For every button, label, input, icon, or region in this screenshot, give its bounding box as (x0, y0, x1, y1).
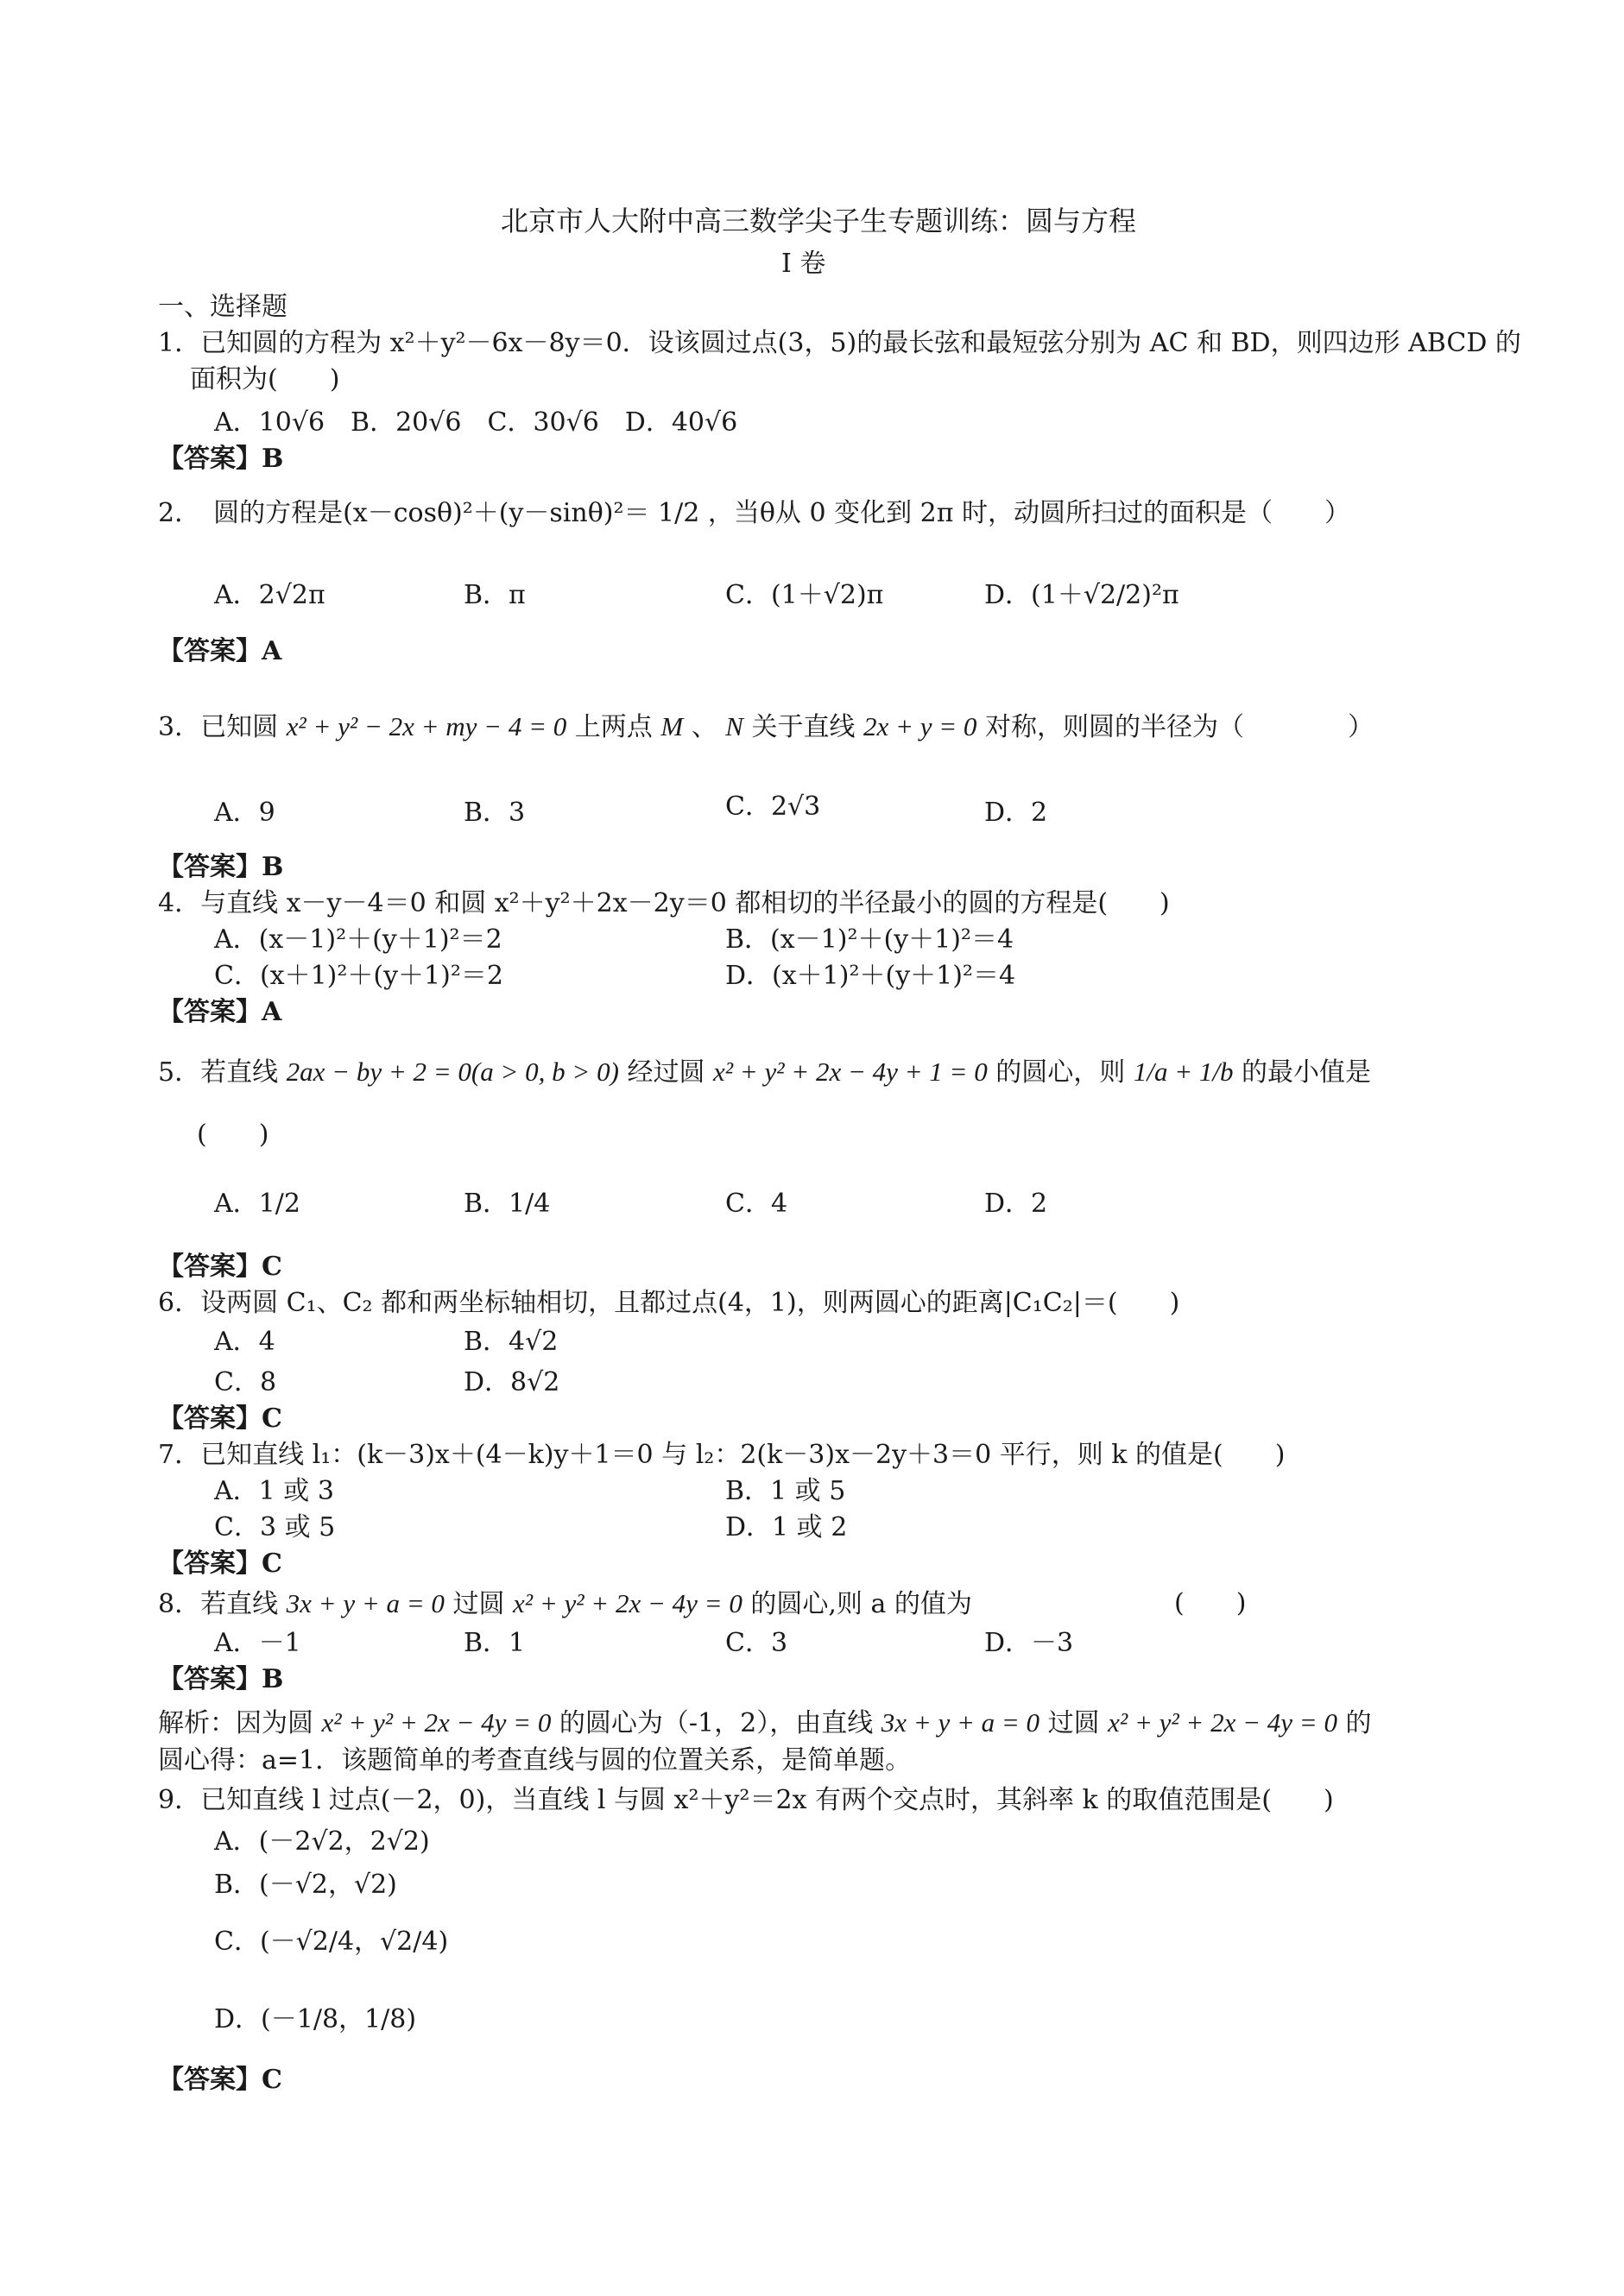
q3-stem-b: 上两点 (574, 712, 653, 742)
q5-math-line: 2ax − by + 2 = 0(a > 0, b > 0) (286, 1057, 619, 1087)
q6-option-c: C．8 (214, 1367, 277, 1397)
q3-option-d: D．2 (984, 798, 1048, 828)
q3-option-c: C．2√3 (725, 792, 821, 822)
q8-stem-b: 过圆 (452, 1589, 505, 1619)
q6-stem: 6．设两圆 C₁、C₂ 都和两坐标轴相切，且都过点(4，1)，则两圆心的距离|C₁C₂|＝( ) (158, 1288, 1180, 1318)
q1-stem-line1: 1．已知圆的方程为 x²＋y²－6x－8y＝0．设该圆过点(3，5)的最长弦和最短弦分别为 AC 和 BD，则四边形 ABCD 的 (158, 328, 1521, 358)
q7-option-c: C．3 或 5 (214, 1512, 336, 1542)
q3-math-m: M (660, 711, 684, 741)
q2-answer: 【答案】A (158, 636, 282, 666)
q8-expl-math-a: x² + y² + 2x − 4y = 0 (321, 1707, 552, 1738)
q8-expl-c: 过圆 (1047, 1708, 1100, 1738)
q5-stem-a: 5．若直线 (158, 1057, 279, 1088)
q8-expl-a: 解析：因为圆 (158, 1708, 313, 1738)
q5-stem-c: 的圆心，则 (995, 1057, 1126, 1088)
q7-stem: 7．已知直线 l₁：(k－3)x＋(4－k)y＋1＝0 与 l₂：2(k－3)x－2y＋3＝0 平行，则 k 的值是( ) (158, 1440, 1286, 1470)
q2-option-a: A．2√2π (214, 580, 325, 610)
q9-option-a: A．(－2√2，2√2) (214, 1826, 430, 1857)
q8-expl-b: 的圆心为（-1，2），由直线 (559, 1708, 874, 1738)
q5-stem (158, 1055, 1371, 1090)
q4-option-a: A．(x－1)²＋(y＋1)²＝2 (214, 924, 502, 955)
q4-option-c: C．(x＋1)²＋(y＋1)²＝2 (214, 961, 503, 991)
q8-expl-d: 的 (1345, 1708, 1372, 1738)
q8-answer: 【答案】B (158, 1664, 284, 1694)
q4-stem: 4．与直线 x－y－4＝0 和圆 x²＋y²＋2x－2y＝0 都相切的半径最小的圆的方程是( ) (158, 888, 1170, 918)
q8-expl-math-b: 3x + y + a = 0 (881, 1707, 1040, 1738)
q8-stem-c: 的圆心,则 a 的值为 (750, 1589, 972, 1619)
q5-math-circle: x² + y² + 2x − 4y + 1 = 0 (713, 1057, 988, 1087)
q3-stem-d: 关于直线 (751, 712, 856, 742)
q5-option-a: A．1/2 (214, 1189, 300, 1219)
q5-math-expr: 1/a + 1/b (1133, 1057, 1234, 1087)
volume-label: Ⅰ 卷 (781, 249, 826, 279)
q4-option-d: D．(x＋1)²＋(y＋1)²＝4 (725, 961, 1016, 991)
q2-stem: 2． 圆的方程是(x－cosθ)²＋(y－sinθ)²＝ 1/2 ，当θ从 0 变化到 2π 时，动圆所扫过的面积是（ ） (158, 498, 1350, 528)
q5-paren: ( ) (197, 1120, 269, 1150)
q3-stem (158, 710, 1374, 745)
q7-option-d: D．1 或 2 (725, 1512, 848, 1542)
q2-option-c: C．(1＋√2)π (725, 580, 884, 610)
q8-option-d: D．－3 (984, 1628, 1074, 1658)
q1-options: A．10√6 B．20√6 C．30√6 D．40√6 (214, 407, 738, 438)
q9-answer: 【答案】C (158, 2065, 282, 2095)
q1-answer: 【答案】B (158, 444, 284, 474)
q7-option-b: B．1 或 5 (725, 1476, 846, 1506)
q3-option-b: B．3 (464, 798, 526, 828)
q7-answer: 【答案】C (158, 1549, 282, 1579)
q5-stem-d: 的最小值是 (1242, 1057, 1372, 1088)
q5-answer: 【答案】C (158, 1252, 282, 1282)
q6-option-b: B．4√2 (464, 1327, 559, 1357)
q8-option-c: C．3 (725, 1628, 788, 1658)
q3-math-circle: x² + y² − 2x + my − 4 = 0 (286, 711, 567, 741)
q4-option-b: B．(x－1)²＋(y＋1)²＝4 (725, 924, 1014, 955)
q6-answer: 【答案】C (158, 1403, 282, 1434)
q8-explanation-line2: 圆心得：a=1．该题简单的考查直线与圆的位置关系，是简单题。 (158, 1745, 912, 1776)
q3-math-n: N (725, 711, 743, 741)
q5-stem-b: 经过圆 (627, 1057, 705, 1088)
q8-math-line: 3x + y + a = 0 (286, 1588, 445, 1618)
q1-stem-line2: 面积为( ) (190, 364, 340, 394)
document-title: 北京市人大附中高三数学尖子生专题训练：圆与方程 (501, 205, 1137, 237)
q5-option-d: D．2 (984, 1189, 1048, 1219)
q9-option-b: B．(－√2，√2) (214, 1870, 397, 1900)
q5-option-c: C．4 (725, 1189, 788, 1219)
q7-option-a: A．1 或 3 (214, 1476, 334, 1506)
section-heading: 一、选择题 (158, 292, 288, 322)
q2-option-d: D．(1＋√2/2)²π (984, 580, 1179, 610)
q3-stem-a: 3．已知圆 (158, 712, 279, 742)
q8-math-circle: x² + y² + 2x − 4y = 0 (513, 1588, 742, 1618)
q8-option-a: A．－1 (214, 1628, 301, 1658)
q3-math-line: 2x + y = 0 (863, 711, 977, 741)
q9-option-c: C．(－√2/4，√2/4) (214, 1927, 449, 1957)
q3-answer: 【答案】B (158, 852, 284, 882)
q6-option-a: A．4 (214, 1327, 275, 1357)
q8-option-b: B．1 (464, 1628, 526, 1658)
q6-option-d: D．8√2 (464, 1367, 560, 1397)
q3-option-a: A．9 (214, 798, 275, 828)
q3-stem-c: 、 (691, 712, 717, 742)
q9-stem: 9．已知直线 l 过点(－2，0)，当直线 l 与圆 x²＋y²＝2x 有两个交点时，其斜率 k 的取值范围是( ) (158, 1785, 1334, 1815)
q9-option-d: D．(－1/8，1/8) (214, 2004, 417, 2034)
q2-option-b: B．π (464, 580, 526, 610)
q4-answer: 【答案】A (158, 997, 282, 1027)
q8-expl-math-c: x² + y² + 2x − 4y = 0 (1108, 1707, 1337, 1738)
q8-explanation-line1 (158, 1706, 1372, 1741)
q5-option-b: B．1/4 (464, 1189, 551, 1219)
q8-paren: ( ) (1174, 1588, 1247, 1618)
q8-stem-a: 8．若直线 (158, 1589, 279, 1619)
q3-stem-e: 对称，则圆的半径为（ ） (984, 712, 1374, 742)
q8-stem (158, 1586, 972, 1622)
